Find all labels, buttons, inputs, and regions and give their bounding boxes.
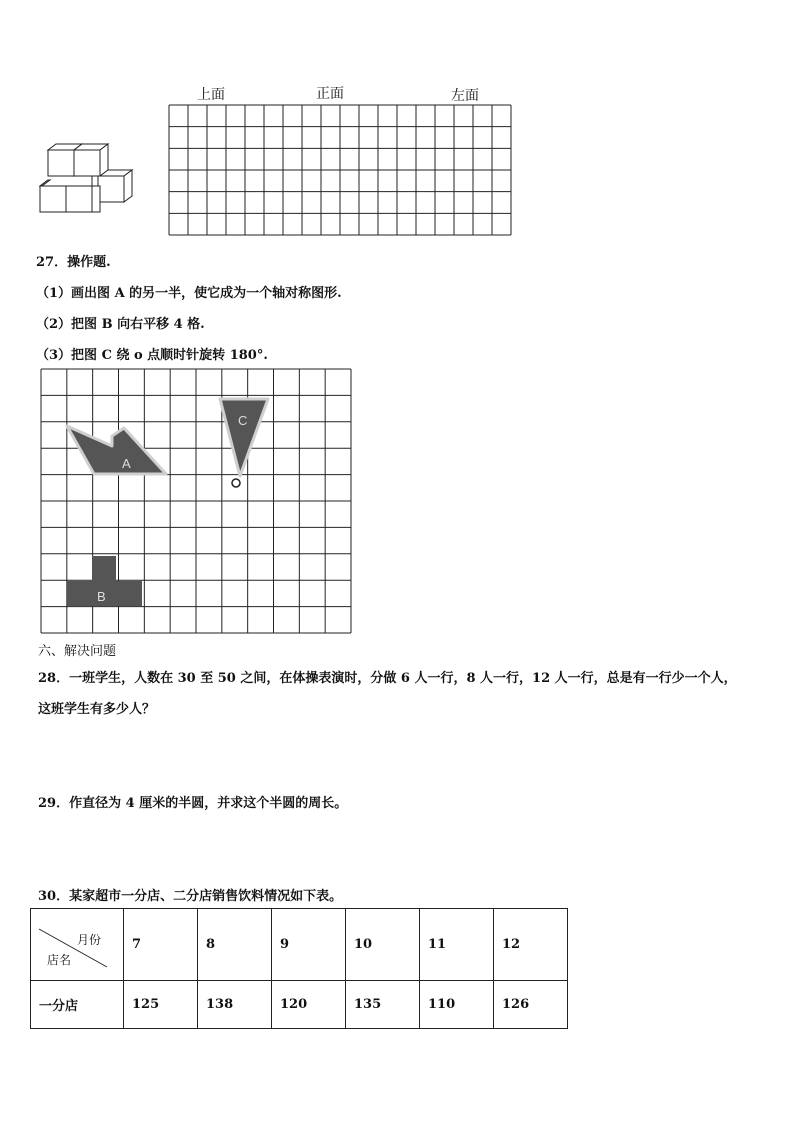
table-row bbox=[31, 981, 568, 1029]
month-header: 8 bbox=[198, 909, 272, 981]
rotation-point-o bbox=[232, 479, 240, 487]
corner-label-store: 店名 bbox=[47, 953, 72, 967]
table-header-row bbox=[31, 909, 568, 981]
q27-title: 27．操作题. bbox=[36, 255, 111, 270]
sales-table bbox=[30, 908, 568, 1029]
month-header: 7 bbox=[124, 909, 198, 981]
q27-item-3: （3）把图 C 绕 o 点顺时针旋转 180°. bbox=[36, 348, 268, 363]
operation-grid bbox=[40, 368, 354, 636]
view-label-top: 上面 bbox=[197, 87, 225, 103]
month-header: 10 bbox=[346, 909, 420, 981]
q27-item-2: （2）把图 B 向右平移 4 格. bbox=[36, 317, 205, 332]
q27-item-1: （1）画出图 A 的另一半，使它成为一个轴对称图形. bbox=[36, 286, 342, 301]
month-header: 12 bbox=[494, 909, 568, 981]
month-header: 9 bbox=[272, 909, 346, 981]
q28-line-1: 28．一班学生，人数在 30 至 50 之间，在体操表演时，分做 6 人一行，8 人一行，12 人一行，总是有一行少一个人， bbox=[38, 671, 737, 686]
shape-c-label: C bbox=[238, 413, 248, 428]
corner-label-month: 月份 bbox=[77, 933, 102, 947]
section-6-title: 六、解决问题 bbox=[38, 644, 117, 659]
view-label-left: 左面 bbox=[451, 88, 479, 104]
table-corner-cell bbox=[31, 909, 124, 981]
three-view-grid bbox=[168, 104, 514, 238]
shape-a-label: A bbox=[122, 456, 131, 471]
view-label-front: 正面 bbox=[316, 86, 344, 102]
q28-line-2: 这班学生有多少人？ bbox=[38, 702, 156, 717]
sales-value: 138 bbox=[198, 981, 272, 1029]
month-header: 11 bbox=[420, 909, 494, 981]
sales-value: 120 bbox=[272, 981, 346, 1029]
shape-c bbox=[220, 399, 268, 476]
sales-value: 126 bbox=[494, 981, 568, 1029]
q29-text: 29．作直径为 4 厘米的半圆，并求这个半圆的周长。 bbox=[38, 796, 348, 811]
shape-a bbox=[67, 426, 166, 474]
sales-value: 110 bbox=[420, 981, 494, 1029]
store-name: 一分店 bbox=[31, 981, 124, 1029]
q30-text: 30．某家超市一分店、二分店销售饮料情况如下表。 bbox=[38, 889, 343, 904]
sales-value: 125 bbox=[124, 981, 198, 1029]
sales-value: 135 bbox=[346, 981, 420, 1029]
shape-b-label: B bbox=[97, 589, 106, 604]
cube-stack-figure bbox=[36, 140, 136, 214]
